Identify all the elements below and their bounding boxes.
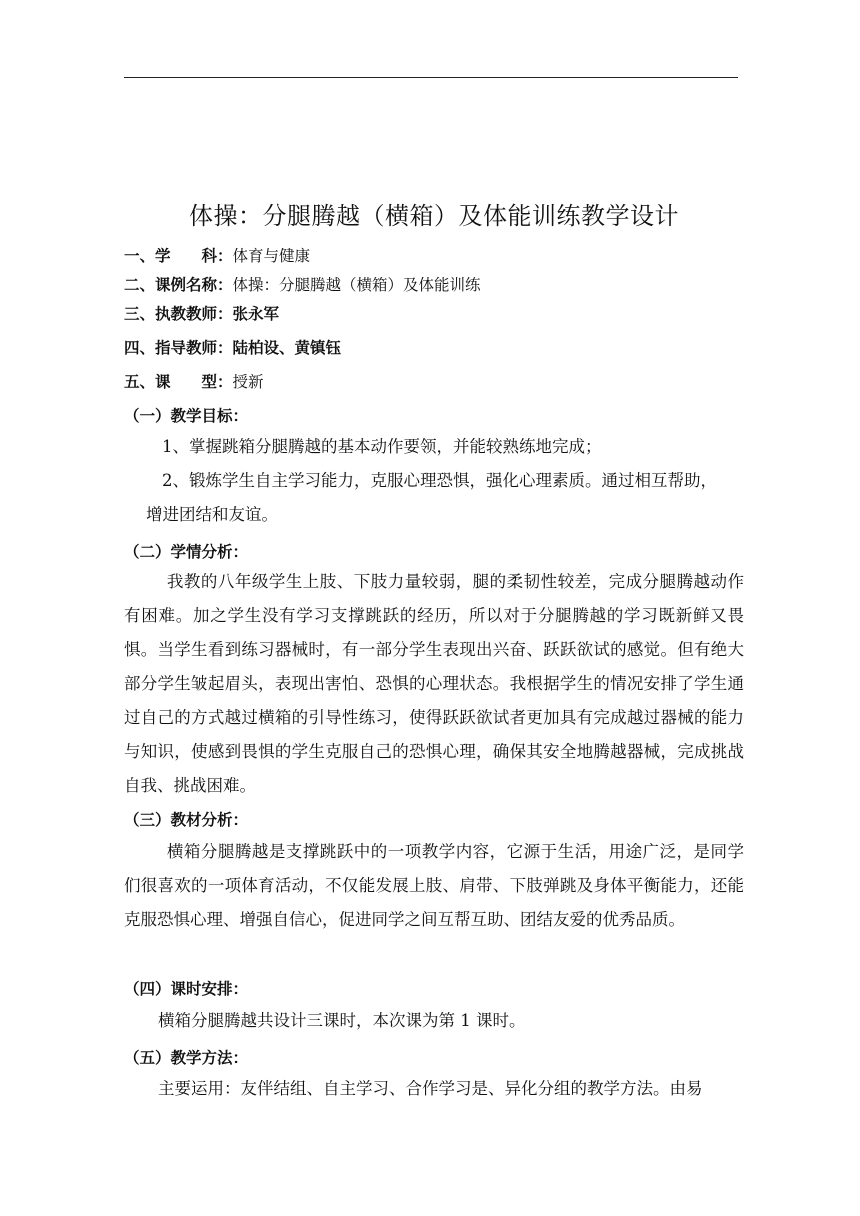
students-paragraph: 我教的八年级学生上肢、下肢力量较弱，腿的柔韧性较差，完成分腿腾越动作有困难。加之学生没有学习支撑跳跃的经历，所以对于分腿腾越的学习既新鲜又畏惧。当学生看到练习器械时，有一部分学生表现出兴奋、跃跃欲试的感觉。但有绝大部分学生皱起眉头，表现出害怕、恐惧的心理状态。我根据学生的情况安排了学生通过自己的方式越过横箱的引导性练习，使得跃跃欲试者更加具有完成越过器械的能力与知识，使感到畏惧的学生克服自己的恐惧心理，确保其安全地腾越器械，完成挑战自我、挑战困难。 <box>124 572 744 795</box>
material-paragraph: 横箱分腿腾越是支撑跳跃中的一项教学内容，它源于生活，用途广泛，是同学们很喜欢的一项体育活动，不仅能发展上肢、肩带、下肢弹跳及身体平衡能力，还能克服恐惧心理、增强自信心，促进同学之间互帮互助、团结友爱的优秀品质。 <box>124 842 744 929</box>
info-label: 一、学 科： <box>124 247 233 265</box>
section-heading-material: （三）教材分析： <box>124 811 249 829</box>
info-label: 二、课例名称： <box>124 276 233 294</box>
goal-item: 2、锻炼学生自主学习能力，克服心理恐惧，强化心理素质。通过相互帮助， <box>162 471 717 490</box>
methods-paragraph: 主要运用：友伴结组、自主学习、合作学习是、异化分组的教学方法。由易 <box>158 1079 703 1098</box>
header-rule <box>124 77 738 78</box>
info-label: 五、课 型： <box>124 373 233 391</box>
info-value: 体操：分腿腾越（横箱）及体能训练 <box>232 276 481 294</box>
section-heading-goals: （一）教学目标： <box>124 407 249 425</box>
info-lesson-type <box>124 370 264 392</box>
info-teacher <box>124 302 279 324</box>
info-advisor <box>124 336 341 358</box>
info-lesson-name <box>124 273 481 295</box>
goal-item: 1、掌握跳箱分腿腾越的基本动作要领，并能较熟练地完成； <box>162 437 602 456</box>
document-title: 体操：分腿腾越（横箱）及体能训练教学设计 <box>189 202 679 230</box>
info-subject <box>124 244 310 266</box>
section-heading-students: （二）学情分析： <box>124 543 249 561</box>
info-label: 四、指导教师： <box>124 339 233 357</box>
info-value: 张永军 <box>232 305 280 323</box>
section-heading-methods: （五）教学方法： <box>124 1049 249 1067</box>
info-value: 陆柏设、黄镇钰 <box>232 339 342 357</box>
info-label: 三、执教教师： <box>124 305 233 323</box>
schedule-paragraph: 横箱分腿腾越共设计三课时，本次课为第 1 课时。 <box>158 1011 526 1030</box>
goal-item: 增进团结和友谊。 <box>146 505 278 524</box>
section-heading-schedule: （四）课时安排： <box>124 980 249 998</box>
info-value: 体育与健康 <box>232 247 311 265</box>
info-value: 授新 <box>232 373 264 391</box>
